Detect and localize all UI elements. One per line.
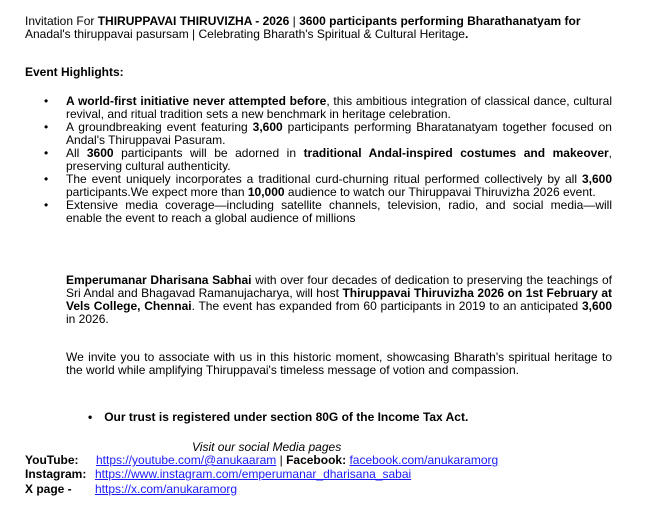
youtube-link[interactable]: https://youtube.com/@anukaaram: [96, 453, 277, 467]
highlight-3-text-c: , preserving cultural authenticity.: [66, 146, 613, 173]
intro-separator: |: [289, 14, 300, 28]
organizer-text-b: . The event has expanded from 60 participants in 2019 to an anticipated: [191, 299, 582, 313]
intro-event-name: THIRUPPAVAI THIRUVIZHA - 2026: [97, 14, 290, 28]
highlights-heading-colon: :: [119, 65, 124, 79]
bullet-dot-icon: •: [44, 146, 49, 160]
bullet-dot-icon: •: [44, 198, 49, 212]
trust-text: Our trust is registered under section 80G of the Income Tax Act.: [104, 410, 469, 424]
invitation-intro: [25, 15, 625, 41]
x-page-row: [25, 483, 635, 496]
highlight-4-text-c: audience to watch our Thiruppavai Thiruvizha 2026 event.: [284, 185, 596, 199]
highlight-2-text-a: A groundbreaking event featuring: [66, 120, 253, 134]
highlight-4-text-b: participants.We expect more than: [66, 185, 248, 199]
highlight-1-text: , this ambitious integration of classical dance, cultural revival, and ritual tradition sets a new benchmark in heritage celebration.: [66, 94, 612, 121]
highlight-item-media-coverage: [44, 199, 612, 225]
highlight-item-world-first: [44, 95, 612, 121]
instagram-label: Instagram:: [25, 467, 87, 481]
bullet-dot-icon: •: [44, 94, 49, 108]
highlights-heading-text: Event Highlights: [25, 65, 120, 79]
x-page-link[interactable]: https://x.com/anukaramorg: [95, 482, 238, 496]
bullet-dot-icon: •: [44, 172, 49, 186]
organizer-text-c: in 2026.: [66, 312, 109, 326]
intro-line2: Anadal's thiruppavai pasursam | Celebrating Bharath's Spiritual & Cultural Heritage: [25, 27, 465, 41]
bullet-dot-icon: •: [44, 120, 49, 134]
bullet-dot-icon: •: [88, 410, 93, 424]
youtube-facebook-row: [25, 454, 635, 467]
event-highlights-heading: [25, 66, 124, 79]
highlight-3-text-b: participants will be adorned in: [113, 146, 304, 160]
organizer-text-a: with over four decades of dedication to preserving the teachings of Sri Andal and Bhagavad Ramanujacharya, will host: [66, 273, 613, 300]
highlight-4-bold-audience: 10,000: [247, 185, 285, 199]
highlight-4-text-a: The event uniquely incorporates a traditional curd-churning ritual performed collectively by all: [66, 172, 582, 186]
intro-prefix: Invitation For: [25, 14, 98, 28]
highlight-item-groundbreaking: [44, 121, 612, 147]
highlight-4-bold-participants: 3,600: [581, 172, 612, 186]
highlight-3-bold-count: 3600: [86, 146, 114, 160]
highlights-list: [44, 95, 612, 225]
highlight-1-bold: A world-first initiative never attempted before: [66, 94, 327, 108]
facebook-link[interactable]: facebook.com/anukaramorg: [349, 453, 499, 467]
intro-end: .: [464, 27, 469, 41]
x-page-label: X page -: [25, 482, 72, 496]
highlight-item-costumes: [44, 147, 612, 173]
highlight-2-bold: 3,600: [252, 120, 283, 134]
highlight-2-text-b: participants performing Bharatanatyam together focused on Andal's Thiruppavai Pasuram.: [66, 120, 612, 147]
organizer-paragraph: [66, 274, 612, 326]
social-media-title: Visit our social Media pages: [192, 440, 342, 454]
social-separator: |: [276, 453, 287, 467]
highlight-3-text-a: All: [66, 146, 87, 160]
organizer-event: Thiruppavai Thiruvizha 2026 on 1st February at Vels College, Chennai: [66, 286, 613, 313]
highlight-3-bold-costumes: traditional Andal-inspired costumes and makeover: [303, 146, 609, 160]
instagram-row: [25, 468, 635, 481]
trust-registration-note: [88, 411, 468, 424]
youtube-label: YouTube:: [25, 453, 79, 467]
facebook-label: Facebook:: [286, 453, 347, 467]
invitation-paragraph: We invite you to associate with us in this historic moment, showcasing Bharath's spiritual heritage to the world while amplifying Thiruppavai's timeless message of votion and compassion.: [66, 350, 612, 377]
organizer-name: Emperumanar Dharisana Sabhai: [66, 273, 252, 287]
organizer-count: 3,600: [581, 299, 612, 313]
instagram-link[interactable]: https://www.instagram.com/emperumanar_dharisana_sabai: [95, 467, 412, 481]
highlight-item-curd-churning: [44, 173, 612, 199]
intro-participants: 3600 participants performing Bharathanatyam for: [299, 14, 581, 28]
highlight-5-text: Extensive media coverage—including satellite channels, television, radio, and social media—will enable the event to reach a global audience of millions: [66, 198, 612, 225]
